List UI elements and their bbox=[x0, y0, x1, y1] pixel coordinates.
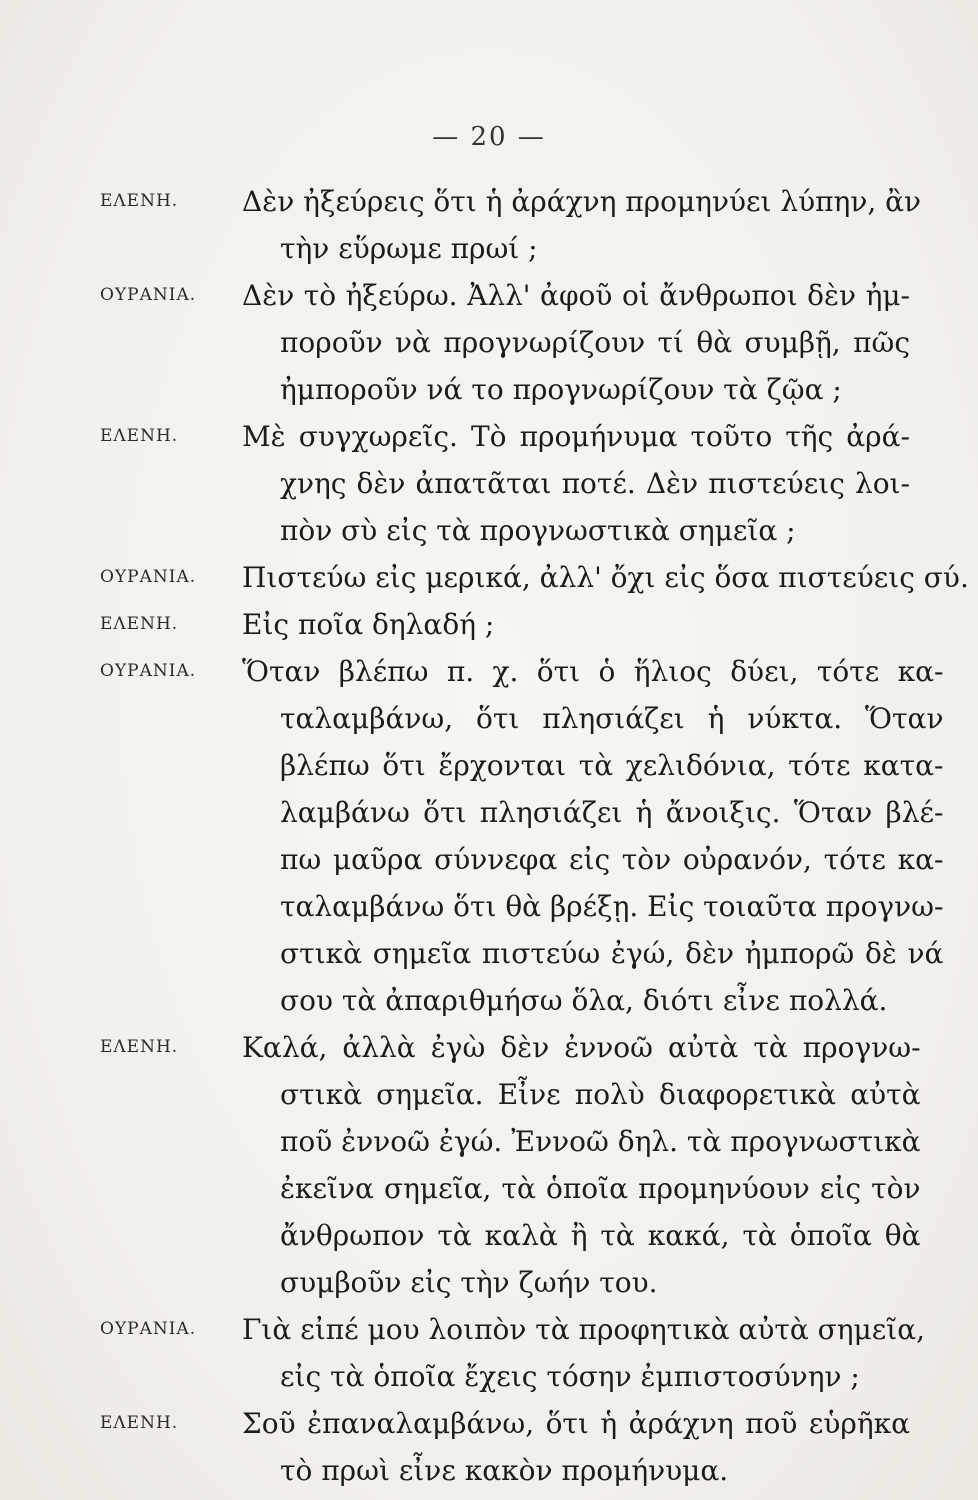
speech-line: Σοῦ ἐπαναλαμβάνω, ὅτι ἡ ἀράχνη ποῦ εὑρῆκα bbox=[242, 1407, 910, 1440]
speech-lines bbox=[242, 413, 910, 554]
speech-lines bbox=[242, 1306, 925, 1400]
speech-line: τὴν εὕρωμε πρωί ; bbox=[280, 232, 538, 265]
speaker-name: ΕΛΕΝΗ. bbox=[100, 614, 179, 634]
speaker-name: ΟΥΡΑΝΙΑ. bbox=[100, 1319, 197, 1339]
speech-line: Καλά, ἀλλὰ ἐγὼ δὲν ἐννοῶ αὐτὰ τὰ προγνω- bbox=[242, 1031, 921, 1064]
dialogue-entry bbox=[100, 1306, 926, 1400]
speaker-name: ΕΛΕΝΗ. bbox=[100, 191, 179, 211]
speech-line: στικὰ σημεῖα. Εἶνε πολὺ διαφορετικὰ αὐτὰ bbox=[280, 1078, 921, 1111]
dialogue-entry bbox=[100, 648, 944, 1024]
speech-line: ποροῦν νὰ προγνωρίζουν τί θὰ συμβῇ, πῶς bbox=[280, 326, 910, 359]
dialogue-text bbox=[100, 178, 969, 1494]
speech-line: ποῦ ἐννοῶ ἐγώ. Ἐννοῶ δηλ. τὰ προγνωστικὰ bbox=[280, 1125, 921, 1158]
speech-line: χνης δὲν ἀπατᾶται ποτέ. Δὲν πιστεύεις λοι- bbox=[280, 467, 910, 500]
speech-line: εἰς τὰ ὁποῖα ἔχεις τόσην ἐμπιστοσύνην ; bbox=[280, 1360, 860, 1393]
speech-line: Δὲν ἠξεύρεις ὅτι ἡ ἀράχνη προμηνύει λύπην, ἂν bbox=[242, 185, 922, 218]
speech-line: πὸν σὺ εἰς τὰ προγνωστικὰ σημεῖα ; bbox=[280, 514, 796, 547]
dialogue-entry bbox=[100, 1024, 921, 1306]
speech-line: λαμβάνω ὅτι πλησιάζει ἡ ἄνοιξις. Ὅταν βλέ- bbox=[280, 796, 944, 829]
speech-lines bbox=[242, 1400, 910, 1494]
speaker-name: ΕΛΕΝΗ. bbox=[100, 426, 179, 446]
speech-line: ταλαμβάνω ὅτι θὰ βρέξῃ. Εἰς τοιαῦτα προγνω- bbox=[280, 890, 944, 923]
speech-line: συμβοῦν εἰς τὴν ζωήν του. bbox=[280, 1266, 658, 1299]
speech-line: ταλαμβάνω, ὅτι πλησιάζει ἡ νύκτα. Ὅταν bbox=[280, 702, 944, 735]
speech-lines bbox=[242, 601, 910, 648]
dialogue-entry bbox=[100, 272, 910, 413]
speech-line: Δὲν τὸ ἠξεύρω. Ἀλλ' ἀφοῦ οἱ ἄνθρωποι δὲν ἠμ- bbox=[242, 279, 910, 312]
speech-line: σου τὰ ἀπαριθμήσω ὅλα, διότι εἶνε πολλά. bbox=[280, 984, 888, 1017]
speech-lines bbox=[242, 554, 969, 601]
speech-line: ἐκεῖνα σημεῖα, τὰ ὁποῖα προμηνύουν εἰς τὸν bbox=[280, 1172, 921, 1205]
speech-line: Γιὰ εἰπέ μου λοιπὸν τὰ προφητικὰ αὐτὰ σημεῖα, bbox=[242, 1313, 926, 1346]
speech-line: Εἰς ποῖα δηλαδή ; bbox=[242, 608, 495, 641]
speech-line: βλέπω ὅτι ἔρχονται τὰ χελιδόνια, τότε κατα- bbox=[280, 749, 944, 782]
speech-line: Ὅταν βλέπω π. χ. ὅτι ὁ ἥλιος δύει, τότε κα- bbox=[242, 655, 944, 688]
speech-line: τὸ πρωὶ εἶνε κακὸν προμήνυμα. bbox=[280, 1454, 729, 1487]
dialogue-entry bbox=[100, 601, 910, 648]
speech-lines bbox=[242, 272, 910, 413]
speech-line: ἄνθρωπον τὰ καλὰ ἢ τὰ κακά, τὰ ὁποῖα θὰ bbox=[280, 1219, 921, 1252]
dialogue-entry bbox=[100, 178, 922, 272]
page-number: — 20 — bbox=[432, 122, 546, 152]
speech-line: πω μαῦρα σύννεφα εἰς τὸν οὐρανόν, τότε κα- bbox=[280, 843, 944, 876]
speech-lines bbox=[242, 1024, 921, 1306]
speaker-name: ΟΥΡΑΝΙΑ. bbox=[100, 567, 197, 587]
speech-lines bbox=[242, 178, 921, 272]
speaker-name: ΕΛΕΝΗ. bbox=[100, 1037, 179, 1057]
speaker-name: ΟΥΡΑΝΙΑ. bbox=[100, 661, 197, 681]
speech-lines bbox=[242, 648, 943, 1024]
speaker-name: ΟΥΡΑΝΙΑ. bbox=[100, 285, 197, 305]
speech-line: Πιστεύω εἰς μερικά, ἀλλ' ὄχι εἰς ὅσα πιστεύεις σύ. bbox=[242, 561, 969, 594]
dialogue-entry bbox=[100, 413, 910, 554]
dialogue-entry bbox=[100, 1400, 910, 1494]
dialogue-entry bbox=[100, 554, 969, 601]
speech-line: Μὲ συγχωρεῖς. Τὸ προμήνυμα τοῦτο τῆς ἀρά- bbox=[242, 420, 910, 453]
speaker-name: ΕΛΕΝΗ. bbox=[100, 1413, 179, 1433]
speech-line: ἠμποροῦν νά το προγνωρίζουν τὰ ζῷα ; bbox=[280, 373, 842, 406]
speech-line: στικὰ σημεῖα πιστεύω ἐγώ, δὲν ἠμπορῶ δὲ νά bbox=[280, 937, 944, 970]
